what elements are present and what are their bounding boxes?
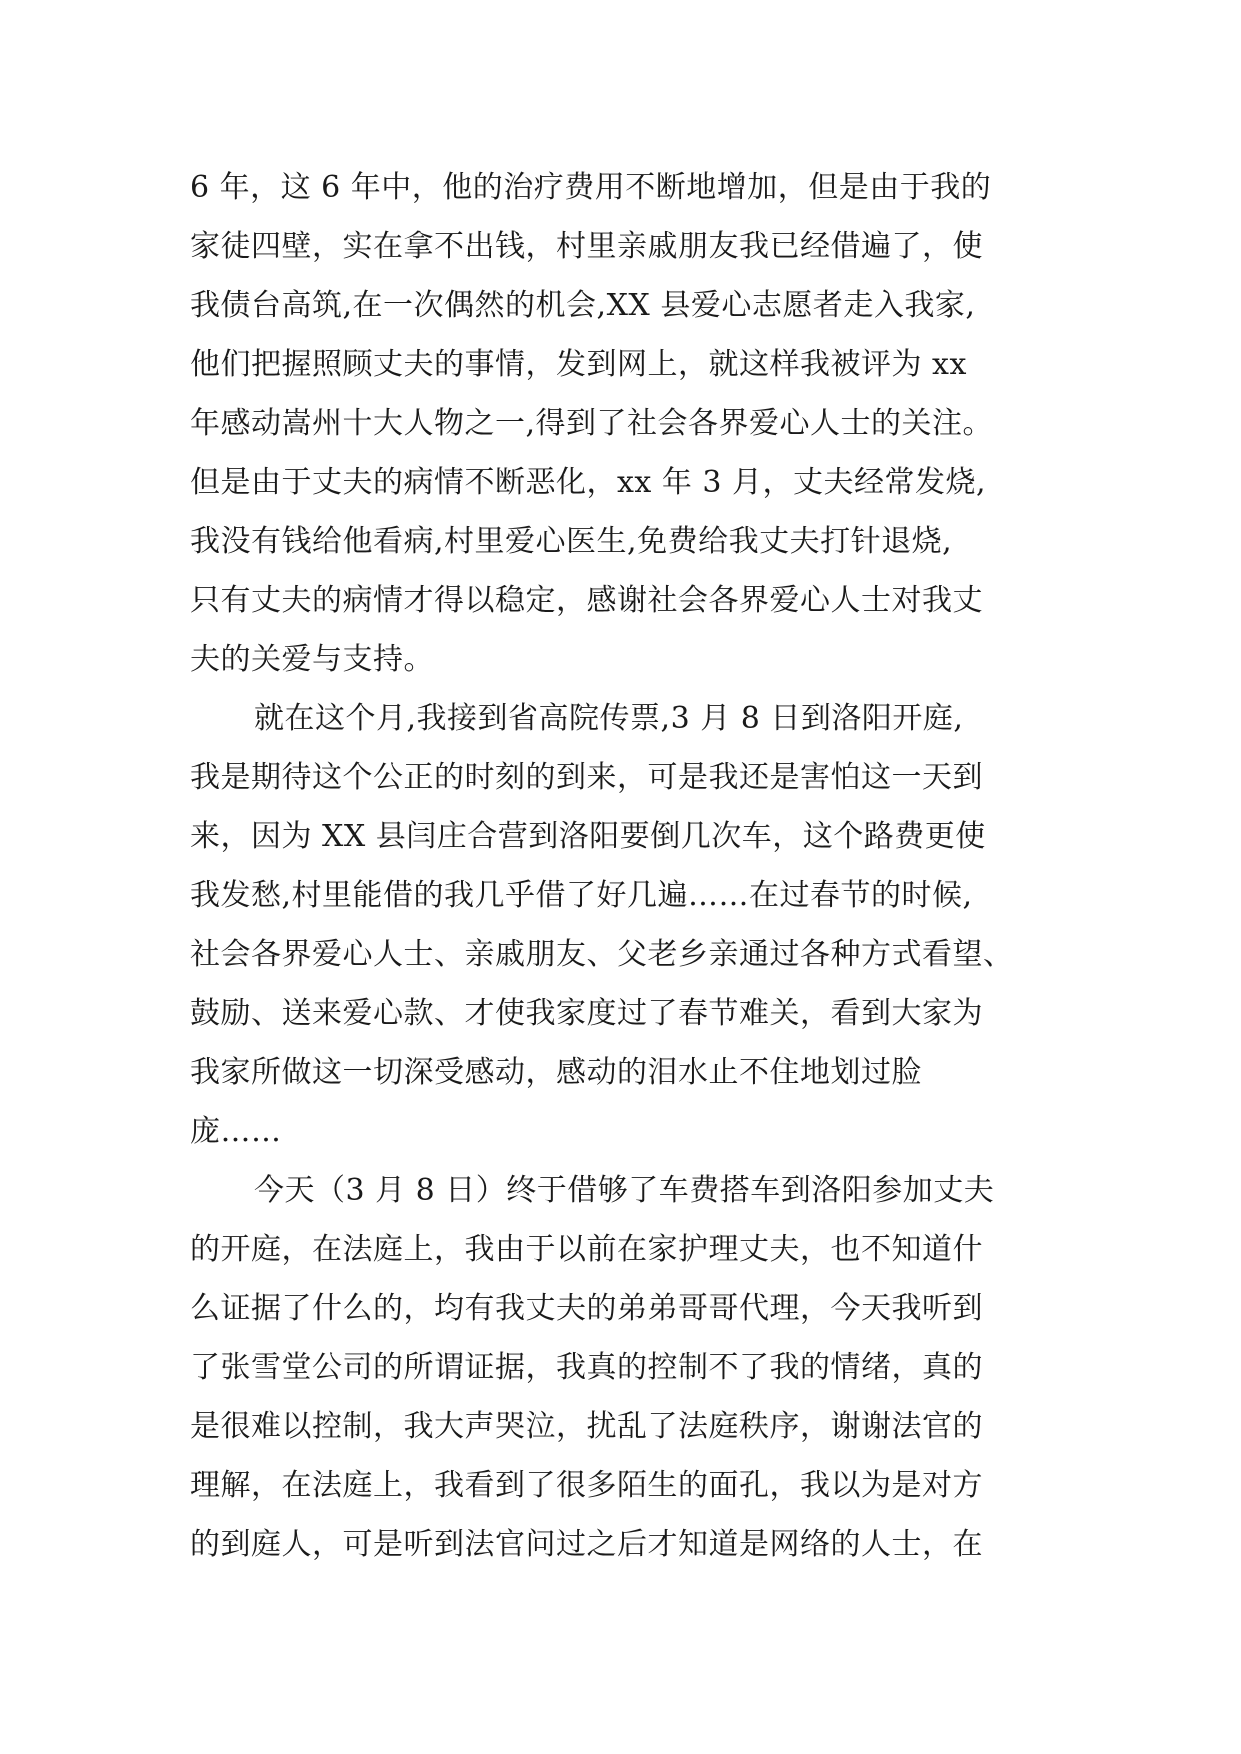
text-line: 只有丈夫的病情才得以稳定，感谢社会各界爱心人士对我丈	[190, 583, 983, 618]
text-line: 夫的关爱与支持。	[190, 642, 434, 677]
text-line: 是很难以控制，我大声哭泣，扰乱了法庭秩序，谢谢法官的	[190, 1409, 983, 1444]
body-text	[190, 158, 1060, 1574]
text-line: 社会各界爱心人士、亲戚朋友、父老乡亲通过各种方式看望、	[190, 937, 1014, 972]
text-line: 他们把握照顾丈夫的事情，发到网上，就这样我被评为 xx	[190, 347, 967, 382]
text-line: 鼓励、送来爱心款、才使我家度过了春节难关，看到大家为	[190, 996, 983, 1031]
text-line: 我是期待这个公正的时刻的到来，可是我还是害怕这一天到	[190, 760, 983, 795]
text-line: 年感动嵩州十大人物之一,得到了社会各界爱心人士的关注。	[190, 406, 994, 441]
text-line: 庞……	[190, 1114, 282, 1149]
text-line: 家徒四壁，实在拿不出钱，村里亲戚朋友我已经借遍了，使	[190, 229, 983, 264]
text-line: 了张雪堂公司的所谓证据，我真的控制不了我的情绪，真的	[190, 1350, 983, 1385]
text-line: 我没有钱给他看病,村里爱心医生,免费给我丈夫打针退烧,	[190, 524, 953, 559]
text-line: 来，因为 XX 县闫庄合营到洛阳要倒几次车，这个路费更使	[190, 819, 986, 854]
text-line: 理解，在法庭上，我看到了很多陌生的面孔，我以为是对方	[190, 1468, 983, 1503]
text-line: 我家所做这一切深受感动，感动的泪水止不住地划过脸	[190, 1055, 922, 1090]
text-line: 但是由于丈夫的病情不断恶化，xx 年 3 月，丈夫经常发烧,	[190, 465, 987, 500]
text-line: 我债台高筑,在一次偶然的机会,XX 县爱心志愿者走入我家,	[190, 288, 976, 323]
text-line: 我发愁,村里能借的我几乎借了好几遍……在过春节的时候,	[190, 878, 973, 913]
text-line: 的到庭人，可是听到法官问过之后才知道是网络的人士，在	[190, 1527, 983, 1562]
text-line: 么证据了什么的，均有我丈夫的弟弟哥哥代理，今天我听到	[190, 1291, 983, 1326]
text-line: 的开庭，在法庭上，我由于以前在家护理丈夫，也不知道什	[190, 1232, 983, 1267]
text-line: 6 年，这 6 年中，他的治疗费用不断地增加，但是由于我的	[190, 170, 992, 205]
paragraph-start-line: 今天（3 月 8 日）终于借够了车费搭车到洛阳参加丈夫	[254, 1173, 995, 1208]
paragraph-start-line: 就在这个月,我接到省高院传票,3 月 8 日到洛阳开庭,	[254, 701, 964, 736]
